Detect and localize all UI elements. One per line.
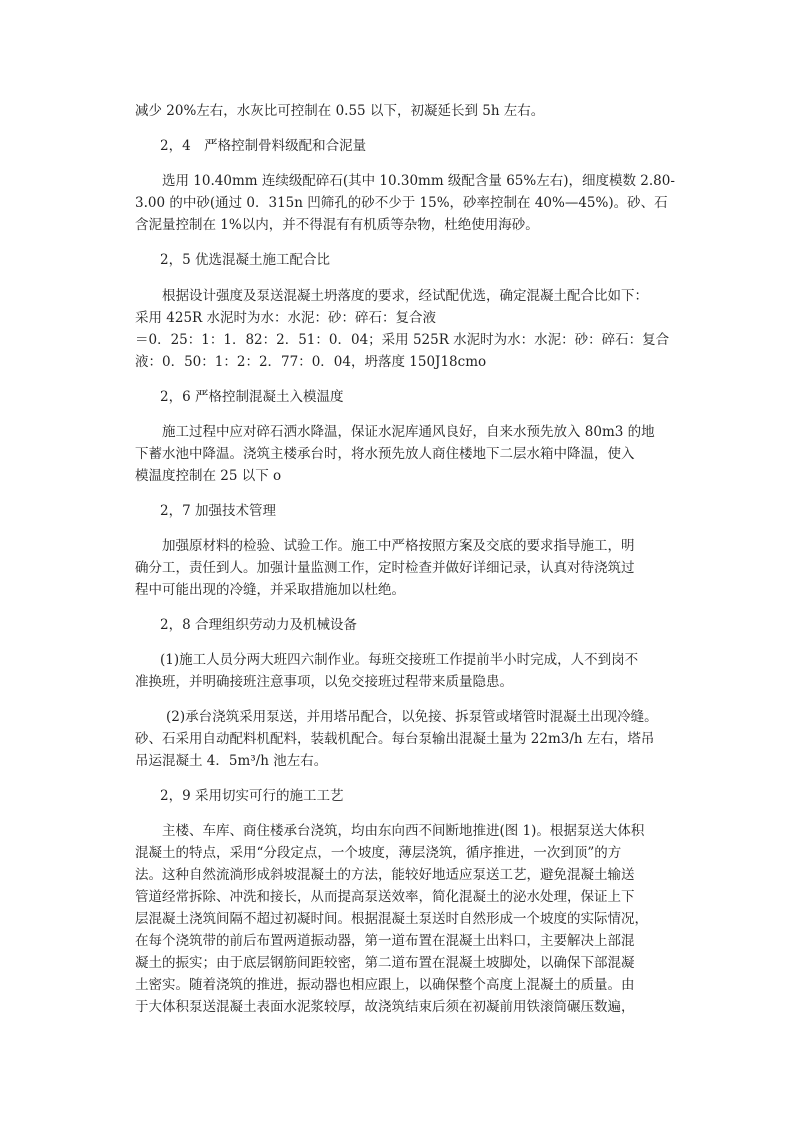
paragraph-line: 吊运混凝土 4．5m³/h 池左右。 [135,753,328,769]
paragraph-line: 模温度控制在 25 以下 o [135,468,282,484]
section-heading-2-5: 2，5 优选混凝土施工配合比 [160,252,330,268]
paragraph-line: 凝土的振实；由于底层钢筋间距较密，第二道布置在混凝土坡脚处，以确保下部混凝 [135,955,635,971]
section-heading-2-4: 2，4 严格控制骨料级配和合泥量 [160,138,367,154]
paragraph-line: 3.00 的中砂(通过 0．315n 凹筛孔的砂不少于 15%，砂率控制在 40%—45%)。砂、石 [135,195,668,211]
paragraph-line: (1)施工人员分两大班四六制作业。每班交接班工作提前半小时完成，人不到岗不 [160,652,639,668]
paragraph-line: 根据设计强度及泵送混凝土坍落度的要求，经试配优选，确定混凝土配合比如下： [162,288,648,304]
paragraph-line: 含泥量控制在 1%以内，并不得混有有机质等杂物，杜绝使用海砂。 [135,217,539,233]
paragraph-line: 施工过程中应对碎石洒水降温，保证水泥库通风良好，自来水预先放入 80m3 的地 [162,424,655,440]
paragraph-line: 砂、石采用自动配料机配料，装载机配合。每台泵输出混凝土量为 22m3/h 左右，塔吊 [135,731,655,747]
paragraph-line: 准换班，并明确接班注意事项，以免交接班过程带来质量隐患。 [135,674,513,690]
paragraph-line: 混凝土的特点，采用“分段定点，一个坡度，薄层浇筑，循序推进，一次到顶”的方 [135,845,622,861]
paragraph-line: 加强原材料的检验、试验工作。施工中严格按照方案及交底的要求指导施工，明 [162,538,635,554]
paragraph-line: 在每个浇筑带的前后布置两道振动器，第一道布置在混凝土出料口，主要解决上部混 [135,933,635,949]
paragraph-line: 采用 425R 水泥时为水：水泥：砂：碎石：复合液 [135,310,437,326]
paragraph-line: 主楼、车库、商住楼承台浇筑，均由东向西不间断地推进(图 1)。根据泵送大体积 [162,823,645,839]
paragraph-line: 管道经常拆除、冲洗和接长，从而提高泵送效率，简化混凝土的泌水处理，保证上下 [135,889,635,905]
paragraph-line: 下蓄水池中降温。浇筑主楼承台时，将水预先放人商住楼地下二层水箱中降温，使入 [135,446,635,462]
paragraph-line: 法。这种自然流淌形成斜坡混凝土的方法，能较好地适应泵送工艺，避免混凝土输送 [135,867,635,883]
paragraph-line: 土密实。随着浇筑的推进，振动器也相应跟上，以确保整个高度上混凝土的质量。由 [135,977,635,993]
paragraph-line: ＝0．25：1：1．82：2．51：0．04；采用 525R 水泥时为水：水泥：砂：碎石：复合 [135,332,670,348]
paragraph-line: 确分工，责任到人。加强计量监测工作，定时检查并做好详细记录，认真对待浇筑过 [135,560,635,576]
paragraph-line: 减少 20%左右，水灰比可控制在 0.55 以下，初凝延长到 5h 左右。 [135,103,545,119]
paragraph-line: 于大体积泵送混凝土表面水泥浆较厚，故浇筑结束后须在初凝前用铁滚筒碾压数遍， [135,999,635,1015]
paragraph-line: (2)承台浇筑采用泵送，并用塔吊配合，以免接、拆泵管或堵管时混凝土出现冷缝。 [166,709,658,725]
paragraph-line: 液：0．50：1：2：2．77：0．04，坍落度 150J18cmo [135,354,487,370]
section-heading-2-9: 2，9 采用切实可行的施工工艺 [160,788,344,804]
paragraph-line: 程中可能出现的冷缝，并采取措施加以杜绝。 [135,582,405,598]
paragraph-line: 选用 10.40mm 连续级配碎石(其中 10.30mm 级配含量 65%左右)，细度模数 2.80- [162,173,675,189]
section-heading-2-8: 2，8 合理组织劳动力及机械设备 [160,617,357,633]
paragraph-line: 层混凝土浇筑间隔不超过初凝时间。根据混凝土泵送时自然形成一个坡度的实际情况， [135,911,648,927]
section-heading-2-6: 2，6 严格控制混凝土入模温度 [160,389,344,405]
section-heading-2-7: 2，7 加强技术管理 [160,503,276,519]
